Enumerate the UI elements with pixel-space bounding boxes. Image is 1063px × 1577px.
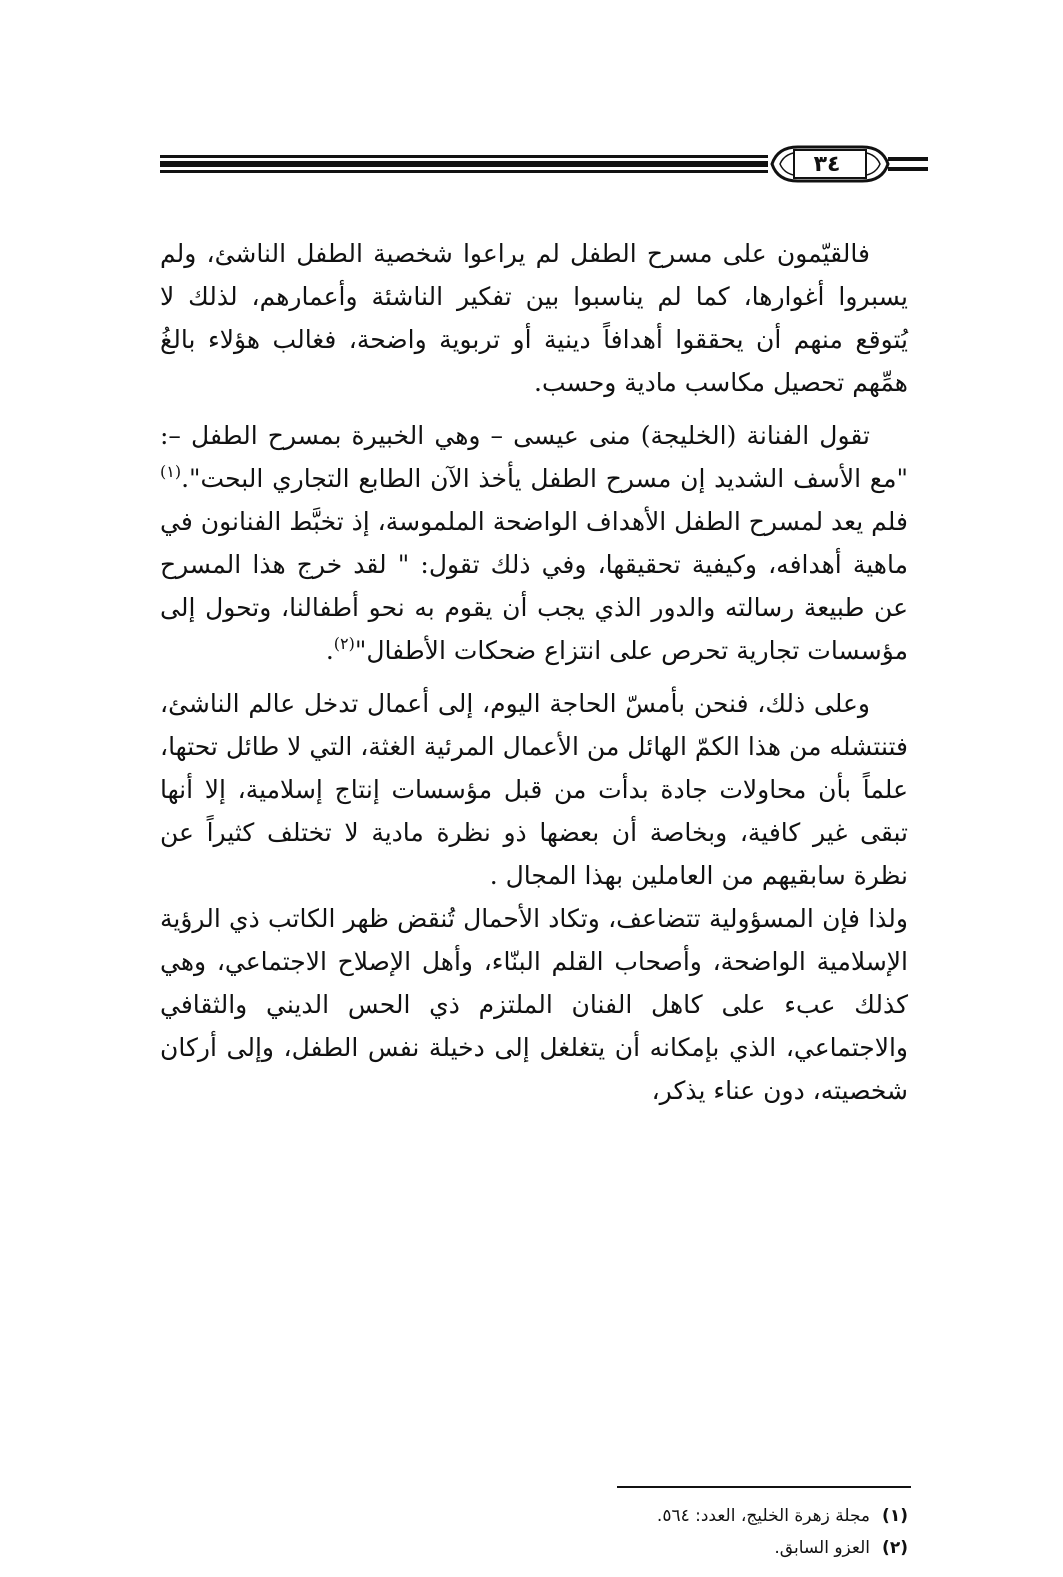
footnotes [400,1500,908,1564]
footnote-2 [400,1532,908,1564]
footnote-ref-1: (١) [160,462,182,481]
footnote-text: مجلة زهرة الخليج، العدد: ٥٦٤. [656,1506,871,1526]
paragraph-3: وعلى ذلك، فنحن بأمسّ الحاجة اليوم، إلى أعمال تدخل عالم الناشئ، فتنتشله من هذا الكمّ الهائل من الأعمال المرئية الغثة، التي لا طائل تحتها، علماً بأن محاولات جادة بدأت من قبل مؤسسات إنتاج إسلامية، إلا أنها تبقى غير كافية، وبخاصة أن بعضها ذو نظرة مادية لا تختلف كثيراً عن نظرة سابقيهم من العاملين بهذا المجال . [160,689,908,890]
footnote-ref-2: (٢) [333,634,355,653]
paragraph-2 [160,414,908,672]
paragraph-4: ولذا فإن المسؤولية تتضاعف، وتكاد الأحمال تُنقض ظهر الكاتب ذي الرؤية الإسلامية الواضحة، وأصحاب القلم البنّاء، وأهل الإصلاح الاجتماعي، وهي كذلك عبء على كاهل الفنان الملتزم ذي الحس الديني والثقافي والاجتماعي، الذي بإمكانه أن يتغلغل إلى دخيلة نفس الطفل، وإلى أركان شخصيته، دون عناء يذكر، [160,904,908,1105]
page-number: ٣٤ [813,152,841,177]
footnote-text: العزو السابق. [774,1538,871,1558]
paragraph-2-text-a: تقول الفنانة (الخليجة) منى عيسى – وهي الخبيرة بمسرح الطفل –: "مع الأسف الشديد إن مسرح الطفل يأخذ الآن الطابع التجاري البحت". [160,421,908,493]
footnote-1 [400,1500,908,1532]
paragraph-2-text-b: فلم يعد لمسرح الطفل الأهداف الواضحة الملموسة، إذ تخبَّط الفنانون في ماهية أهدافه، وكيفية تحقيقها، وفي ذلك تقول: " لقد خرج هذا المسرح عن طبيعة رسالته والدور الذي يجب أن يقوم به نحو أطفالنا، وتحول إلى مؤسسات تجارية تحرص على انتزاع ضحكات الأطفال" [160,507,908,665]
paragraph-1: فالقيّمون على مسرح الطفل لم يراعوا شخصية الطفل الناشئ، ولم يسبروا أغوارها، كما لم يناسبوا بين تفكير الناشئة وأعمارهم، لذلك لا يُتوقع منهم أن يحققوا أهدافاً دينية أو تربوية واضحة، فغالب هؤلاء بالغُ همِّهم تحصيل مكاسب مادية وحسب. [160,239,908,397]
paragraph-2-text-c: . [325,636,334,665]
footnote-number: (٢) [882,1538,908,1558]
footnote-divider [617,1486,911,1488]
body-text [160,232,908,1112]
footnote-number: (١) [882,1506,908,1526]
